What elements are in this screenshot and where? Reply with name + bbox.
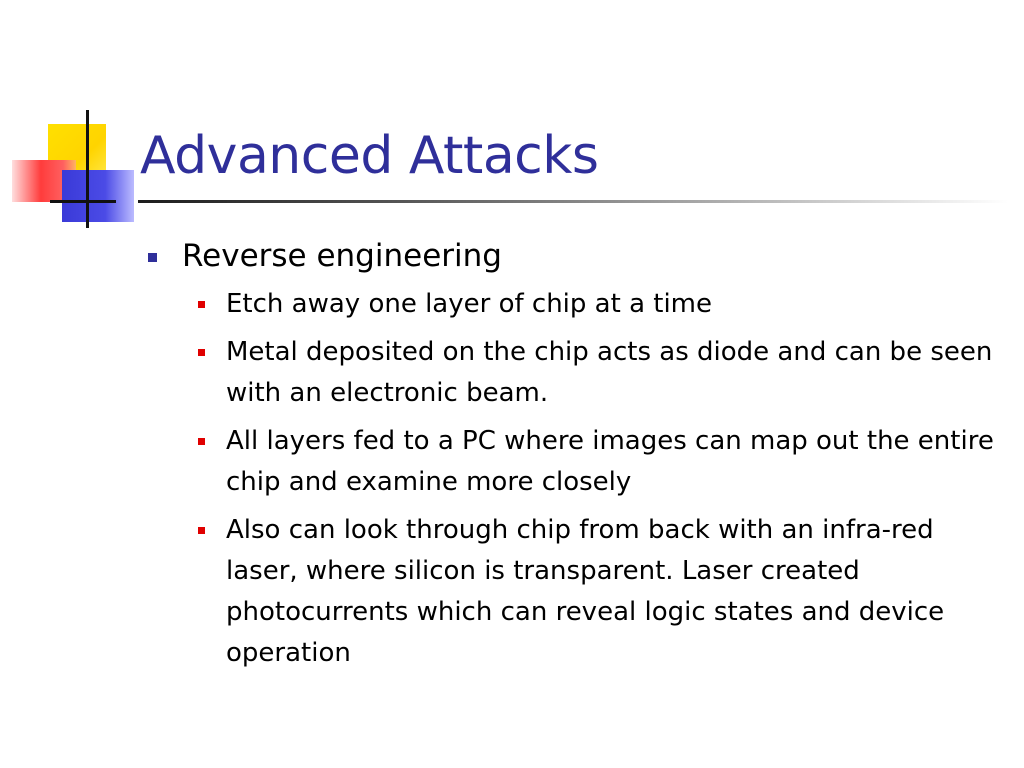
sub-bullet-item	[198, 284, 996, 325]
sub-bullet-text: Also can look through chip from back with an infra-red laser, where silicon is transparent. Laser created photocurrents which can reveal logic states and device operation	[226, 515, 945, 668]
slide-logo-decoration	[0, 0, 150, 240]
square-bullet-icon	[148, 253, 157, 262]
slide-title: Advanced Attacks	[140, 126, 599, 186]
slide-content	[148, 234, 998, 681]
sub-bullet-text: Etch away one layer of chip at a time	[226, 289, 713, 319]
square-bullet-icon	[198, 438, 205, 445]
square-bullet-icon	[198, 349, 205, 356]
logo-horizontal-line	[50, 200, 116, 203]
square-bullet-icon	[198, 301, 205, 308]
logo-vertical-line	[86, 110, 89, 228]
sub-bullet-item	[198, 510, 996, 674]
bullet-level1	[148, 234, 998, 278]
sub-bullet-list	[198, 284, 998, 674]
sub-bullet-text: All layers fed to a PC where images can map out the entire chip and examine more closely	[226, 426, 994, 497]
logo-blue-square	[62, 170, 134, 222]
sub-bullet-text: Metal deposited on the chip acts as diode and can be seen with an electronic beam.	[226, 337, 993, 408]
square-bullet-icon	[198, 527, 205, 534]
title-underline	[138, 200, 1008, 203]
sub-bullet-item	[198, 421, 996, 503]
sub-bullet-item	[198, 332, 996, 414]
bullet-level1-text: Reverse engineering	[182, 238, 502, 274]
